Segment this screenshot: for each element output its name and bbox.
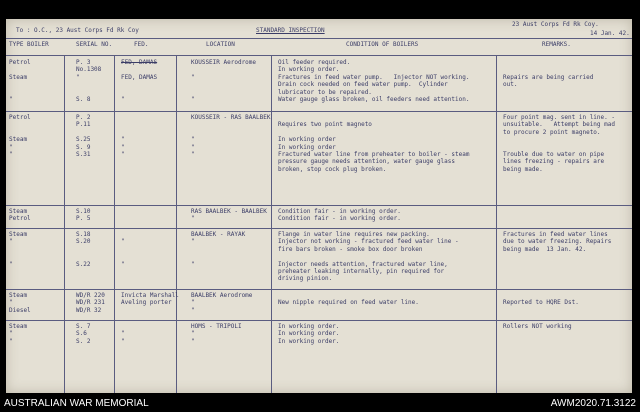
cell-location: ": [191, 215, 195, 223]
cell-serial: No.1308: [76, 66, 102, 74]
inspection-report: [6, 19, 632, 393]
cell-location: ": [191, 96, 195, 103]
cell-type: Petrol: [9, 215, 31, 223]
cell-remarks: Trouble due to water on pipe: [503, 151, 605, 158]
section-divider: [6, 228, 632, 229]
cell-serial: P. 3: [76, 59, 91, 66]
cell-type: ": [9, 330, 13, 338]
footer-credit: AUSTRALIAN WAR MEMORIAL: [4, 398, 149, 409]
cell-location: HOMS - TRIPOLI: [191, 323, 242, 330]
cell-location: KOUSSEIR - RAS BAALBEK: [191, 114, 271, 121]
cell-fed: ": [121, 260, 125, 268]
cell-type: ": [9, 260, 13, 268]
cell-remarks: lines freezing - repairs are: [503, 158, 605, 166]
cell-remarks: being made.: [503, 165, 543, 173]
cell-location: ": [191, 136, 195, 144]
cell-fed: ": [121, 330, 125, 338]
cell-condition: In working order.: [278, 337, 340, 345]
cell-serial: S.18: [76, 231, 91, 238]
cell-type: Petrol: [9, 114, 31, 121]
cell-serial: P. 2: [76, 114, 91, 121]
cell-fed: Invicta Marshall: [121, 292, 179, 299]
cell-location: ": [191, 330, 195, 338]
cell-type: Steam: [9, 323, 28, 330]
cell-condition: Condition fair - in working order.: [278, 208, 401, 215]
cell-condition: Fractures in feed water pump. Injector NOT working.: [278, 73, 470, 81]
cell-remarks: unsuitable. Attempt being mad: [503, 121, 615, 129]
cell-condition: Water gauge glass broken, oil feeders need attention.: [278, 96, 470, 103]
cell-type: ": [9, 337, 13, 345]
column-divider: [64, 55, 65, 393]
cell-condition: Oil feeder required.: [278, 59, 351, 66]
cell-serial: WD/R 32: [76, 306, 102, 314]
document-page: [6, 19, 632, 393]
cell-remarks: Fractures in feed water lines: [503, 231, 608, 238]
section-divider: [6, 205, 632, 206]
cell-type: ": [9, 143, 13, 151]
cell-location: ": [191, 238, 195, 246]
cell-serial: S. 7: [76, 323, 91, 330]
cell-location: BAALBEK Aerodrome: [191, 292, 253, 299]
cell-type: Steam: [9, 231, 28, 238]
column-divider: [176, 55, 177, 393]
col-header-remarks: REMARKS.: [542, 41, 571, 48]
header-rule-bottom: [6, 55, 632, 56]
cell-condition: In working order.: [278, 66, 340, 74]
col-header-condition: CONDITION OF BOILERS: [346, 41, 419, 48]
cell-condition: driving pinion.: [278, 275, 333, 283]
cell-remarks: being made 13 Jan. 42.: [503, 245, 587, 253]
cell-condition: In working order: [278, 143, 336, 151]
cell-location: ": [191, 143, 195, 151]
header-rule-top: [6, 38, 632, 39]
cell-fed: ": [121, 143, 125, 151]
cell-location: ": [191, 299, 195, 307]
cell-condition: fire bars broken - smoke box door broken: [278, 245, 423, 253]
cell-type: Steam: [9, 136, 28, 144]
cell-serial: S.6: [76, 330, 87, 338]
cell-type: ": [9, 299, 13, 307]
cell-remarks: Rollers NOT working: [503, 323, 572, 330]
cell-fed: ": [121, 151, 125, 158]
cell-type: Steam: [9, 208, 28, 215]
section-divider: [6, 320, 632, 321]
cell-serial: P.11: [76, 121, 91, 129]
section-divider: [6, 111, 632, 112]
cell-condition: broken, stop cock plug broken.: [278, 165, 387, 173]
cell-condition: preheater leaking internally, pin required for: [278, 268, 445, 275]
cell-type: Diesel: [9, 306, 31, 314]
column-divider: [496, 55, 497, 393]
cell-type: ": [9, 238, 13, 246]
cell-serial: WD/R 220: [76, 292, 105, 299]
col-header-serial: SERIAL NO.: [76, 41, 113, 48]
cell-type: ": [9, 96, 13, 103]
cell-location: ": [191, 337, 195, 345]
cell-location: BAALBEK - RAYAK: [191, 231, 246, 238]
cell-serial: S.10: [76, 208, 91, 215]
cell-fed: ": [121, 238, 125, 246]
archive-footer: [0, 396, 640, 412]
cell-type: Steam: [9, 73, 28, 81]
cell-fed: ": [121, 96, 125, 103]
col-header-location: LOCATION: [206, 41, 235, 48]
cell-condition: Injector needs attention, fractured water line,: [278, 260, 448, 268]
header-date: 14 Jan. 42.: [590, 30, 630, 37]
header-to: To : O.C., 23 Aust Corps Fd Rk Coy: [16, 27, 139, 34]
col-header-fed: FED.: [134, 41, 149, 48]
cell-serial: S. 2: [76, 337, 91, 345]
cell-location: ": [191, 306, 195, 314]
cell-serial: S.22: [76, 260, 91, 268]
cell-fed: ": [121, 136, 125, 144]
col-header-type: TYPE BOILER: [9, 41, 49, 48]
cell-condition: Injector not working - fractured feed water line -: [278, 238, 459, 246]
cell-remarks: Four point mag. sent in line. -: [503, 114, 615, 121]
column-divider: [271, 55, 272, 393]
cell-remarks: out.: [503, 81, 518, 89]
cell-condition: lubricator to be repaired.: [278, 88, 372, 96]
cell-condition: In working order.: [278, 323, 340, 330]
cell-serial: S.25: [76, 136, 91, 144]
cell-condition: Fractured water line from preheater to boiler - steam: [278, 151, 470, 158]
cell-location: RAS BAALBEK - BAALBEK: [191, 208, 267, 215]
cell-condition: pressure gauge needs attention, water gauge glass: [278, 158, 456, 166]
cell-type: ": [9, 151, 13, 158]
cell-location: ": [191, 151, 195, 158]
cell-serial: P. 5: [76, 215, 91, 223]
cell-location: KOUSSEIR Aerodrome: [191, 59, 257, 66]
cell-condition: Condition fair - in working order.: [278, 215, 401, 223]
cell-serial: S. 8: [76, 96, 91, 103]
cell-condition: Flange in water line requires new packing.: [278, 231, 430, 238]
footer-accession-number: AWM2020.71.3122: [550, 398, 636, 409]
cell-serial: S. 9: [76, 143, 91, 151]
cell-condition: In working order: [278, 136, 336, 144]
header-from: 23 Aust Corps Fd Rk Coy.: [512, 21, 599, 28]
cell-location: ": [191, 73, 195, 81]
cell-fed: Aveling porter: [121, 299, 172, 307]
cell-fed: FED, DAMAS: [121, 59, 158, 66]
cell-type: Petrol: [9, 59, 31, 66]
cell-fed: ": [121, 337, 125, 345]
cell-location: ": [191, 260, 195, 268]
cell-serial: S.20: [76, 238, 91, 246]
cell-condition: In working order.: [278, 330, 340, 338]
cell-condition: New nipple required on feed water line.: [278, 299, 419, 307]
cell-remarks: Repairs are being carried: [503, 73, 594, 81]
cell-serial: ": [76, 73, 80, 81]
cell-condition: Drain cock needed on feed water pump. Cylinder: [278, 81, 448, 89]
cell-type: Steam: [9, 292, 28, 299]
cell-condition: Requires two point magneto: [278, 121, 372, 129]
cell-remarks: Reported to HQRE Dst.: [503, 299, 579, 307]
section-divider: [6, 289, 632, 290]
column-divider: [114, 55, 115, 393]
cell-fed: FED, DAMAS: [121, 73, 158, 81]
cell-serial: WD/R 231: [76, 299, 105, 307]
cell-serial: S.31: [76, 151, 91, 158]
page-title: STANDARD INSPECTION: [256, 27, 325, 34]
cell-remarks: due to water freezing. Repairs: [503, 238, 612, 246]
cell-remarks: to procure 2 point magneto.: [503, 128, 601, 136]
